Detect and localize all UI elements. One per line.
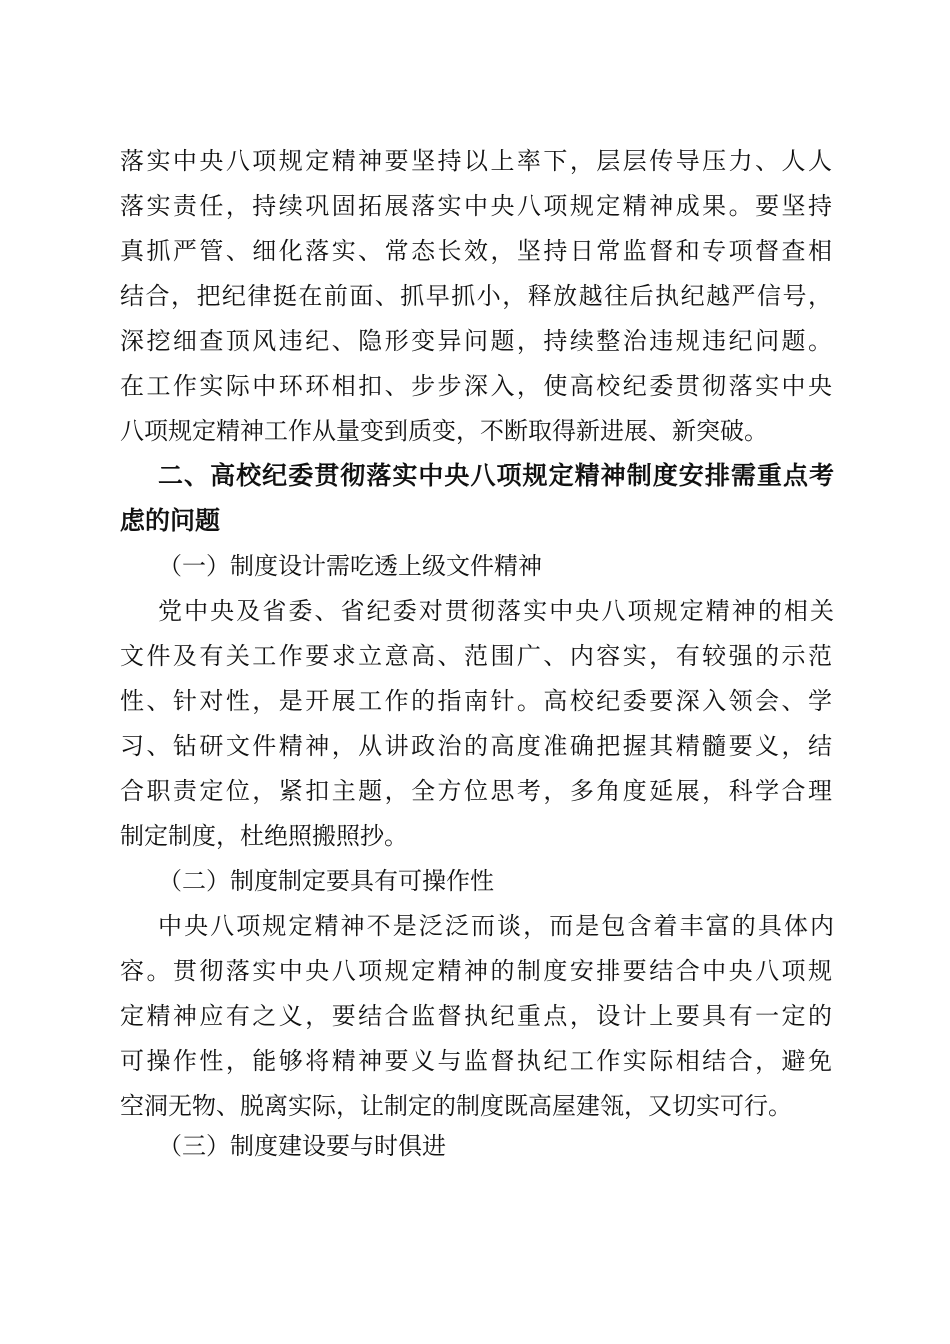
heading-line: 虑的问题 xyxy=(120,506,221,535)
sub-heading-2: （二）制度制定要具有可操作性 xyxy=(158,867,494,895)
paragraph-line: 深挖细查顶风违纪、隐形变异问题，持续整治违规违纪问题。 xyxy=(120,327,832,355)
paragraph-line: 结合，把纪律挺在前面、抓早抓小，释放越往后执纪越严信号， xyxy=(120,282,832,310)
paragraph-line: 落实责任，持续巩固拓展落实中央八项规定精神成果。要坚持 xyxy=(120,192,832,220)
paragraph-line: 容。贯彻落实中央八项规定精神的制度安排要结合中央八项规 xyxy=(120,957,832,985)
paragraph-line: 八项规定精神工作从量变到质变，不断取得新进展、新突破。 xyxy=(120,417,768,445)
paragraph-line: 性、针对性，是开展工作的指南针。高校纪委要深入领会、学 xyxy=(120,687,832,715)
paragraph-line: 文件及有关工作要求立意高、范围广、内容实，有较强的示范 xyxy=(120,642,832,670)
heading-line: 二、高校纪委贯彻落实中央八项规定精神制度安排需重点考 xyxy=(158,461,834,490)
paragraph-line: 党中央及省委、省纪委对贯彻落实中央八项规定精神的相关 xyxy=(158,597,834,625)
paragraph-line: 制定制度，杜绝照搬照抄。 xyxy=(120,822,408,850)
paragraph-line: 习、钻研文件精神，从讲政治的高度准确把握其精髓要义，结 xyxy=(120,732,832,760)
paragraph-line: 落实中央八项规定精神要坚持以上率下，层层传导压力、人人 xyxy=(120,147,832,175)
sub-heading-1: （一）制度设计需吃透上级文件精神 xyxy=(158,552,542,580)
paragraph-line: 定精神应有之义，要结合监督执纪重点，设计上要具有一定的 xyxy=(120,1002,832,1030)
paragraph-line: 在工作实际中环环相扣、步步深入，使高校纪委贯彻落实中央 xyxy=(120,372,832,400)
paragraph-line: 空洞无物、脱离实际，让制定的制度既高屋建瓴，又切实可行。 xyxy=(120,1092,792,1120)
paragraph-line: 中央八项规定精神不是泛泛而谈，而是包含着丰富的具体内 xyxy=(158,912,834,940)
paragraph-line: 合职责定位，紧扣主题，全方位思考，多角度延展，科学合理 xyxy=(120,777,832,805)
paragraph-line: 可操作性，能够将精神要义与监督执纪工作实际相结合，避免 xyxy=(120,1047,832,1075)
paragraph-line: 真抓严管、细化落实、常态长效，坚持日常监督和专项督查相 xyxy=(120,237,832,265)
sub-heading-3: （三）制度建设要与时俱进 xyxy=(158,1132,446,1160)
